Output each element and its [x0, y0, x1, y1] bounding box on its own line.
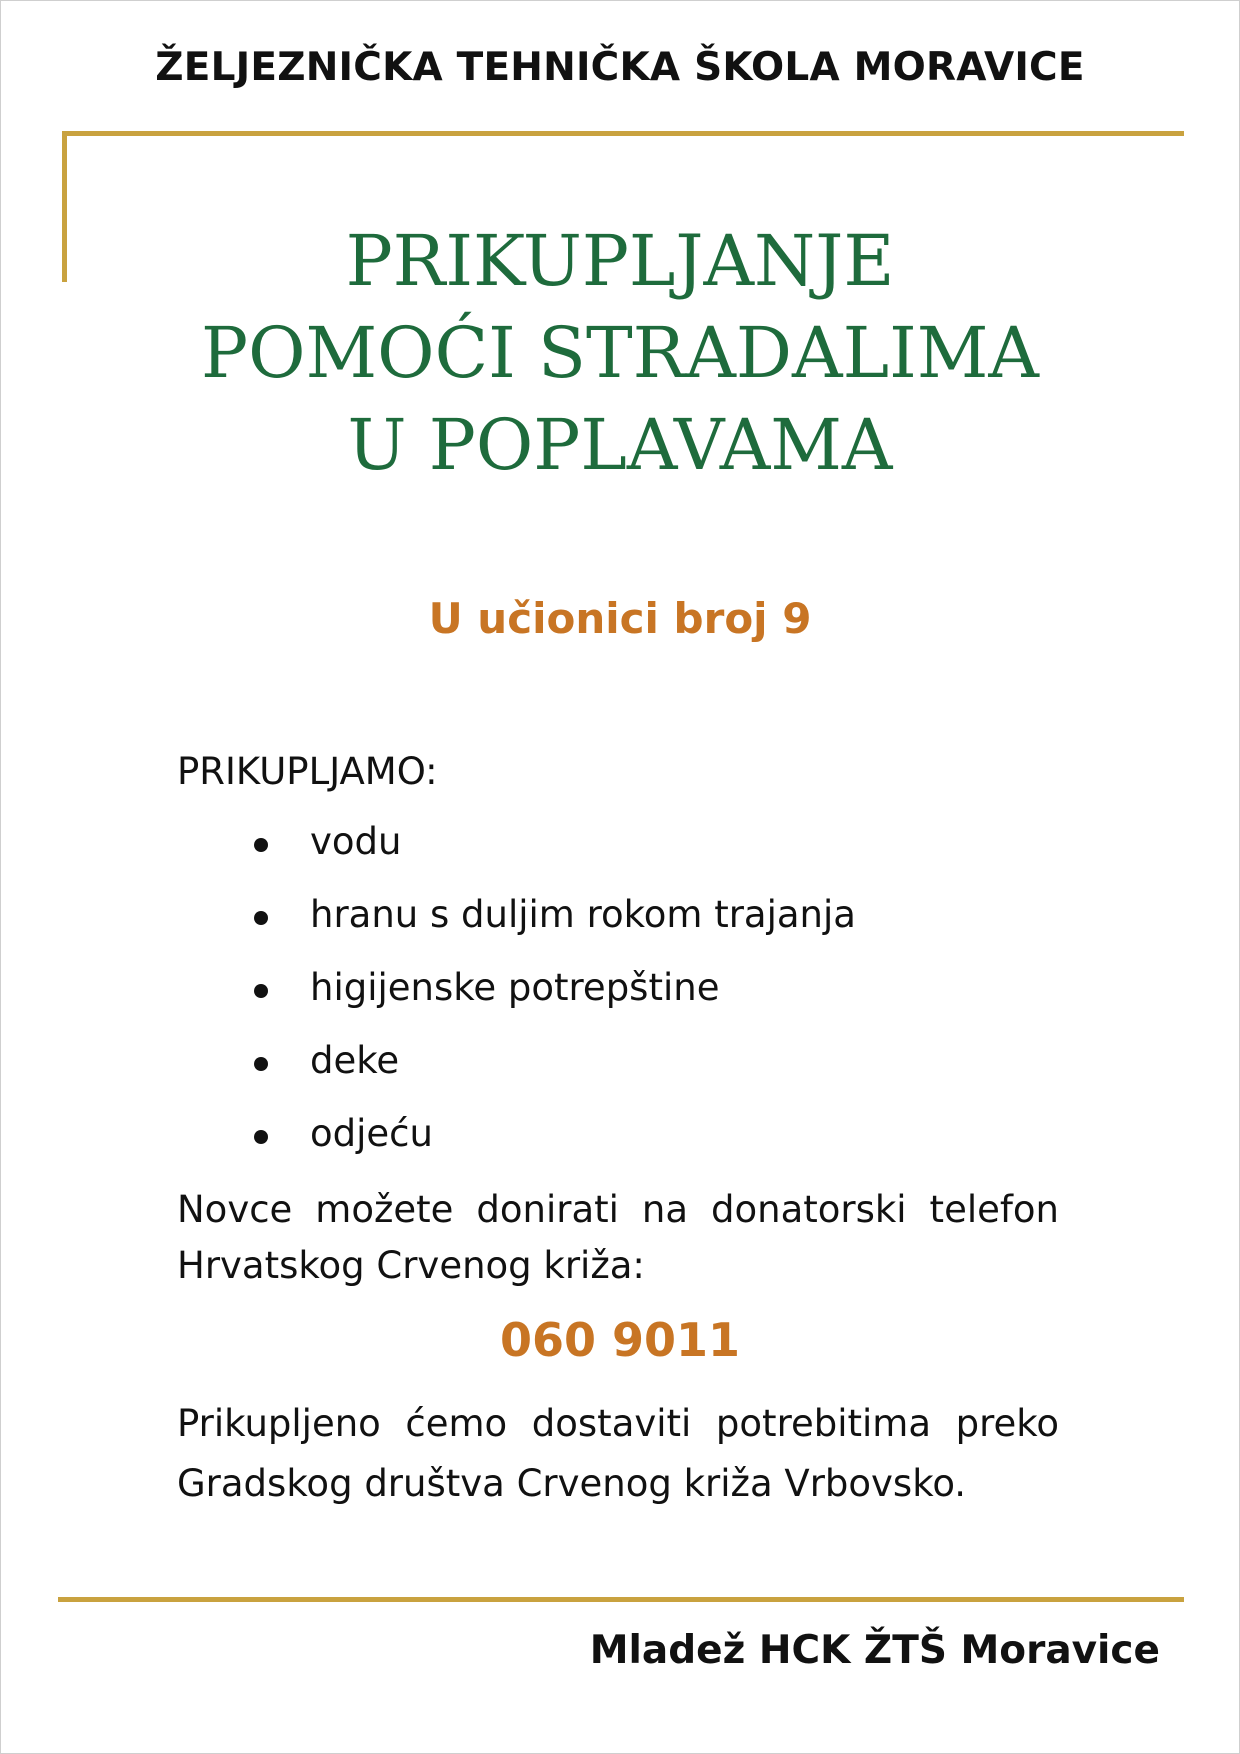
bullet-icon [254, 1057, 268, 1071]
title-line-2: POMOĆI STRADALIMA [201, 312, 1039, 394]
bullet-icon [254, 911, 268, 925]
list-item-text: hranu s duljim rokom trajanja [310, 893, 856, 936]
delivery-text: Prikupljeno ćemo dostaviti potrebitima preko Gradskog društva Crvenog križa Vrbovsko. [177, 1402, 1059, 1505]
list-item-text: odjeću [310, 1112, 433, 1155]
title-line-1: PRIKUPLJANJE [345, 220, 895, 302]
collection-location: U učionici broj 9 [428, 594, 812, 643]
collection-heading: PRIKUPLJAMO: [177, 750, 438, 793]
bullet-icon [254, 984, 268, 998]
list-item-text: vodu [310, 820, 402, 863]
list-item-text: deke [310, 1039, 400, 1082]
top-gold-rule [62, 131, 1184, 136]
main-title [0, 215, 1240, 491]
donation-phone-number: 060 9011 [499, 1313, 741, 1367]
list-item-text: higijenske potrepštine [310, 966, 720, 1009]
bottom-gold-rule [58, 1597, 1184, 1602]
school-name: ŽELJEZNIČKA TEHNIČKA ŠKOLA MORAVICE [155, 45, 1085, 90]
bullet-icon [254, 1130, 268, 1144]
donation-text: Novce možete donirati na donatorski telefon Hrvatskog Crvenog križa: [177, 1188, 1059, 1287]
footer-signature: Mladež HCK ŽTŠ Moravice [589, 1628, 1160, 1673]
title-line-3: U POPLAVAMA [347, 404, 893, 486]
bullet-icon [254, 838, 268, 852]
